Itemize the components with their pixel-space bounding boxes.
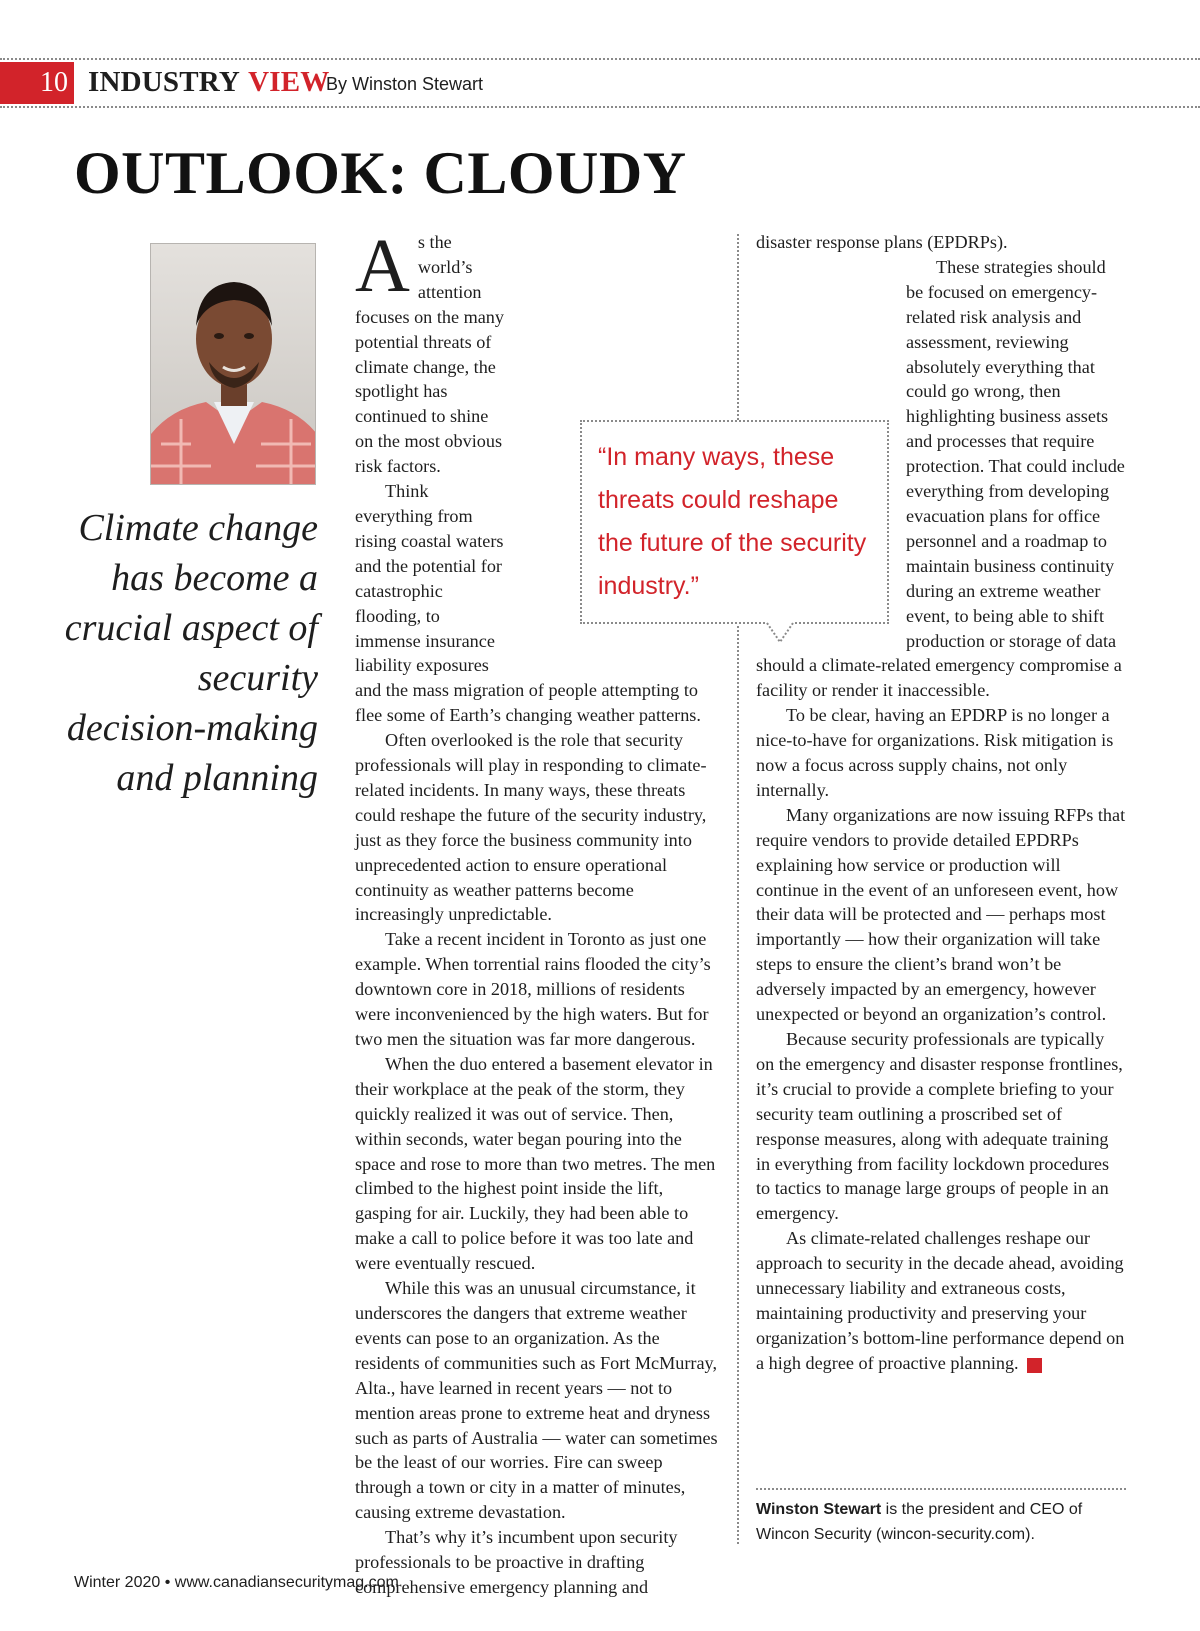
- paragraph: Many organizations are now issuing RFPs that require vendors to provide detailed EPDRPs explaining how service or production will continue in the event of an unforeseen event, how their data will be protected and — perhaps most importantly — how their organization will take steps to ensure the client’s brand won’t be adversely impacted by an emergency, however unexpected or beyond an organization’s control.: [756, 804, 1126, 1025]
- header-bottom-rule: [0, 106, 1200, 108]
- pull-quote-pointer-icon: [765, 622, 795, 644]
- section-word-industry: INDUSTRY: [88, 66, 241, 98]
- section-word-view: VIEW: [248, 66, 330, 98]
- page-footer: Winter 2020 • www.canadiansecuritymag.com: [74, 1574, 399, 1591]
- paragraph: That’s why it’s incumbent upon security professionals to be proactive in drafting comprehensive emergency planning and: [355, 1527, 678, 1597]
- bio-name: Winston Stewart: [756, 1501, 882, 1518]
- bio-rule: [756, 1488, 1126, 1490]
- paragraph: As climate-related challenges reshape our approach to security in the decade ahead, avoiding unnecessary liability and extraneous costs, maintaining productivity and preserving your organization’s bottom-line performance depend on a high degree of proactive planning.: [756, 1228, 1125, 1373]
- paragraph: disaster response plans (EPDRPs).: [756, 232, 1008, 252]
- drop-cap: A: [355, 224, 410, 308]
- header-top-rule: [0, 58, 1200, 60]
- paragraph: These strategies should be focused on emergency-related risk analysis and assessment, reviewing absolutely everything that could go wrong, then highlighting business assets and processes that require protection. That could include everything from developing evacuation plans for office personnel and a roadmap to maintain business continuity during an extreme weather event, to being able to shift production or storage of data should a climate-related emergency compromise a facility or render it inaccessible.: [756, 256, 1125, 701]
- article-column-2: [756, 230, 1126, 1376]
- author-bio: [756, 1497, 1126, 1547]
- paragraph: Because security professionals are typically on the emergency and disaster response frontlines, it’s crucial to provide a complete briefing to your security team outlining a proscribed set of response measures, along with adequate training in everything from facility lockdown procedures to tactics to manage large groups of people in an emergency.: [756, 1029, 1123, 1224]
- side-quote: Climate change has become a crucial aspect of security decision-making and planning: [64, 507, 318, 799]
- paragraph: Often overlooked is the role that security professionals will play in responding to climate-related incidents. In many ways, these threats could reshape the future of the security industry, just as they force the business community into unprecedented action to ensure operational continuity as weather patterns become increasingly unpredictable.: [355, 730, 707, 925]
- pull-quote: “In many ways, these threats could reshape the future of the security industry.”: [598, 443, 867, 600]
- headline: OUTLOOK: CLOUDY: [74, 140, 687, 206]
- section-title: [88, 64, 329, 100]
- paragraph: Think everything from rising coastal waters and the potential for catastrophic flooding, to immense insurance liability exposures and the mass migration of people attempting to flee some of Earth’s changing weather patterns.: [355, 481, 701, 726]
- bio-text: is the president and CEO of Wincon Security (wincon-security.com).: [756, 1501, 1083, 1543]
- end-mark-icon: CS: [1027, 1358, 1042, 1373]
- paragraph: Take a recent incident in Toronto as just one example. When torrential rains flooded the city’s downtown core in 2018, millions of residents were inconvenienced by the high waters. But for two men the situation was far more dangerous.: [355, 929, 711, 1049]
- paragraph: While this was an unusual circumstance, it underscores the dangers that extreme weather events can pose to an organization. As the residents of communities such as Fort McMurray, Alta., have learned in recent years — not to mention areas prone to extreme heat and dryness such as parts of Australia — water can sometimes be the least of our worries. Fire can sweep through a town or city in a matter of minutes, causing extreme devastation.: [355, 1278, 718, 1523]
- paragraph: To be clear, having an EPDRP is no longer a nice-to-have for organizations. Risk mitigation is now a focus across supply chains, not only internally.: [756, 705, 1114, 800]
- byline: By Winston Stewart: [326, 74, 484, 94]
- page-number: 10: [0, 62, 74, 104]
- paragraph: s the world’s attention focuses on the many potential threats of climate change, the spotlight has continued to shine on the most obvious risk factors.: [355, 232, 504, 477]
- paragraph: When the duo entered a basement elevator in their workplace at the peak of the storm, they quickly realized it was out of service. Then, within seconds, water began pouring into the space and rose to more than two metres. The men climbed to the highest point inside the lift, gasping for air. Luckily, they had been able to make a call to police before it was too late and were eventually rescued.: [355, 1053, 716, 1274]
- author-photo: [150, 243, 316, 485]
